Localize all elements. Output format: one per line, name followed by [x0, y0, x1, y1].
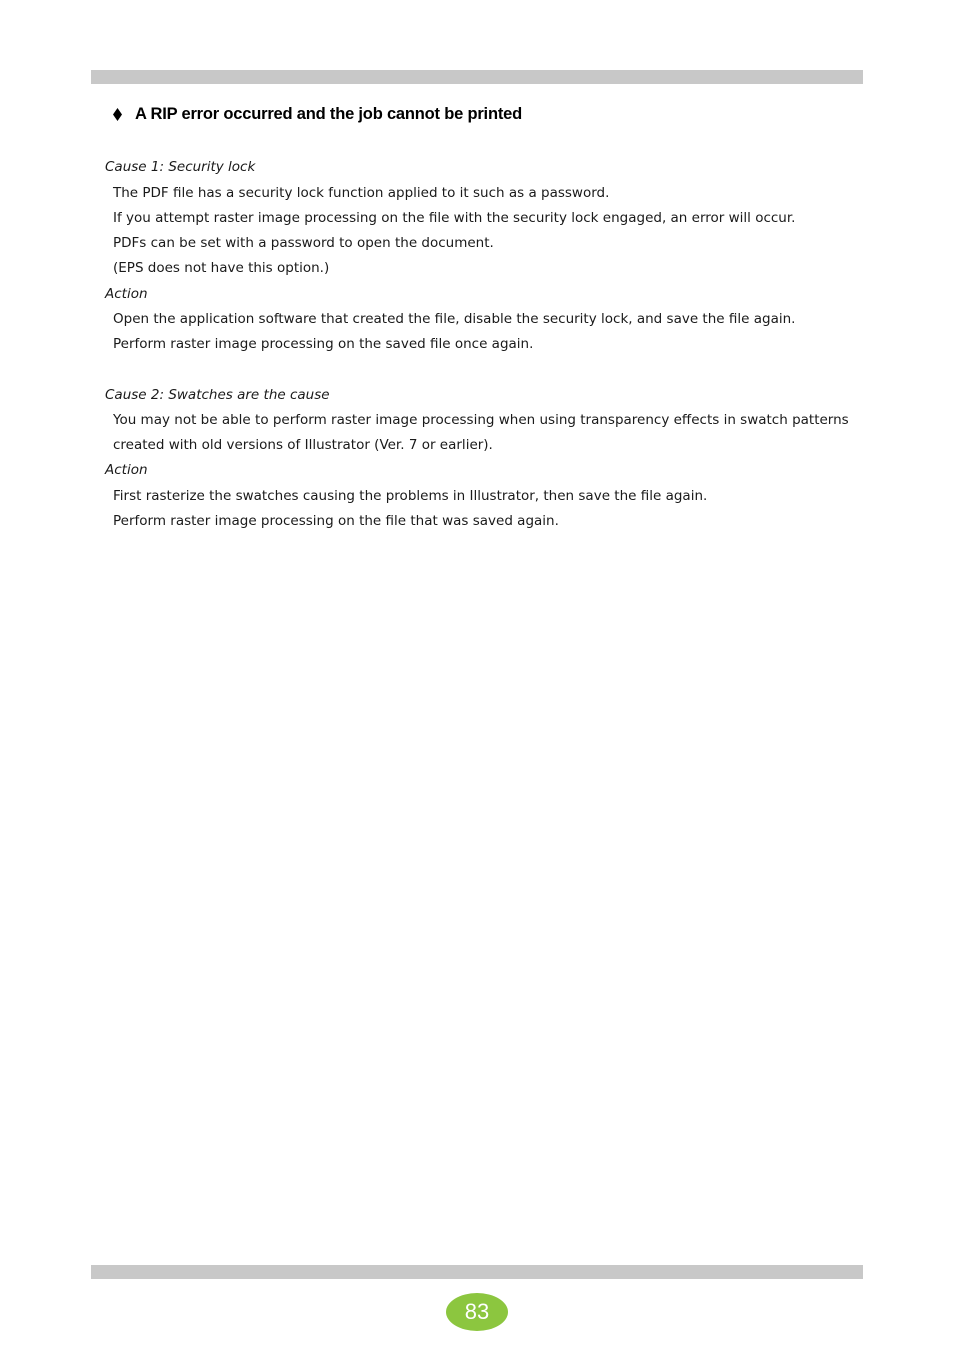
page-number: 83: [464, 1299, 490, 1324]
cause-1-line-3: PDFs can be set with a password to open the document.: [113, 235, 494, 251]
cause-1-line-2: If you attempt raster image processing on the file with the security lock engaged, an error will occur.: [113, 210, 796, 226]
action-1-line-2: Perform raster image processing on the saved file once again.: [113, 336, 534, 352]
footer-divider-bar: [91, 1265, 863, 1279]
heading-text: A RIP error occurred and the job cannot be printed: [135, 104, 522, 123]
page-number-badge: [446, 1293, 508, 1331]
diamond-bullet-icon: [113, 108, 122, 121]
cause-2-label: Cause 2: Swatches are the cause: [105, 387, 330, 403]
section-heading: [113, 102, 522, 126]
action-1-line-1: Open the application software that created the file, disable the security lock, and save the file again.: [113, 311, 796, 327]
action-2-line-1: First rasterize the swatches causing the problems in Illustrator, then save the file again.: [113, 488, 708, 504]
cause-2-line-2: created with old versions of Illustrator (Ver. 7 or earlier).: [113, 437, 493, 453]
cause-2-line-1: You may not be able to perform raster image processing when using transparency effects in swatch patterns: [113, 412, 849, 428]
cause-1-label: Cause 1: Security lock: [105, 159, 256, 175]
cause-1-line-1: The PDF file has a security lock function applied to it such as a password.: [113, 185, 610, 201]
action-1-label: Action: [105, 286, 148, 302]
header-divider-bar: [91, 70, 863, 84]
cause-1-line-4: (EPS does not have this option.): [113, 260, 330, 276]
action-2-label: Action: [105, 462, 148, 478]
action-2-line-2: Perform raster image processing on the file that was saved again.: [113, 513, 559, 529]
